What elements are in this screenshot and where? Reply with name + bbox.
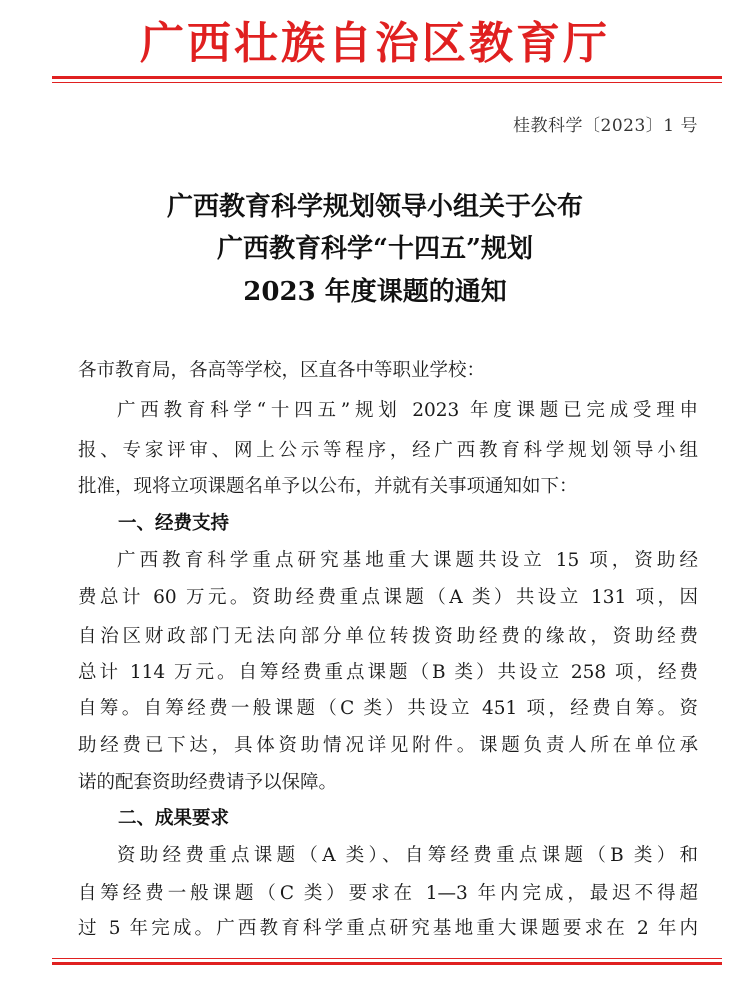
salutation: 各市教育局，各高等学校，区直各中等职业学校： — [78, 360, 486, 381]
title-line-1: 广西教育科学规划领导小组关于公布 — [166, 192, 583, 222]
section-heading-results: 二、成果要求 — [118, 808, 230, 829]
paragraph-line: 自筹经费一般课题（C 类）要求在 1—3 年内完成，最迟不得超 — [78, 883, 698, 904]
paragraph-line: 总计 114 万元。自筹经费重点课题（B 类）共设立 258 项，经费 — [78, 662, 698, 683]
footer-red-rule-thin — [52, 958, 722, 959]
section-heading-funding: 一、经费支持 — [118, 513, 230, 534]
header-red-rule — [52, 76, 722, 79]
intro-line: 批准，现将立项课题名单予以公布，并就有关事项通知如下： — [78, 476, 578, 497]
paragraph-line: 诺的配套资助经费请予以保障。 — [78, 772, 338, 793]
masthead-title: 广西壮族自治区教育厅 — [140, 18, 610, 69]
intro-line: 报、专家评审、网上公示等程序，经广西教育科学规划领导小组 — [78, 440, 698, 461]
paragraph-line: 广西教育科学重点研究基地重大课题共设立 15 项，资助经 — [117, 550, 698, 571]
paragraph-line: 资助经费重点课题（A 类）、自筹经费重点课题（B 类）和 — [117, 845, 698, 866]
header-red-rule-thin — [52, 82, 722, 83]
paragraph-line: 费总计 60 万元。资助经费重点课题（A 类）共设立 131 项，因 — [78, 587, 698, 608]
paragraph-line: 自治区财政部门无法向部分单位转拨资助经费的缘故，资助经费 — [78, 626, 698, 647]
paragraph-line: 助经费已下达，具体资助情况详见附件。课题负责人所在单位承 — [78, 735, 698, 756]
title-line-3: 2023 年度课题的通知 — [243, 277, 507, 307]
paragraph-line: 自筹。自筹经费一般课题（C 类）共设立 451 项，经费自筹。资 — [78, 698, 698, 719]
document-number: 桂教科学〔2023〕1 号 — [513, 116, 698, 136]
paragraph-line: 过 5 年完成。广西教育科学重点研究基地重大课题要求在 2 年内 — [78, 918, 698, 939]
title-line-2: 广西教育科学“十四五”规划 — [217, 234, 533, 264]
footer-red-rule — [52, 962, 722, 965]
intro-line: 广西教育科学“十四五”规划 2023 年度课题已完成受理申 — [117, 400, 698, 421]
